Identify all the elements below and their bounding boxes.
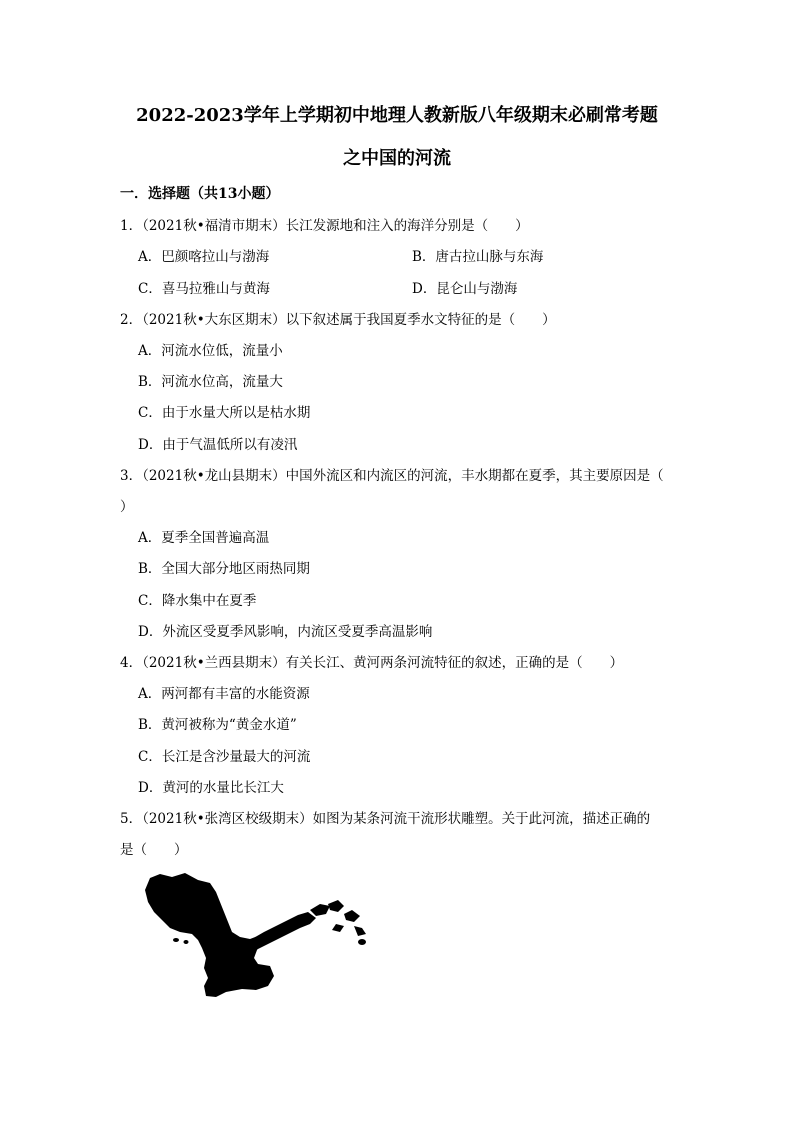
question-1-option-d: D．昆仑山与渤海	[412, 281, 518, 297]
question-1-text: 1．（2021秋•福清市期末）长江发源地和注入的海洋分别是（ ）	[120, 218, 529, 234]
question-2-option-c: C．由于水量大所以是枯水期	[138, 405, 311, 421]
question-3-option-a: A．夏季全国普遍高温	[138, 530, 270, 546]
river-sculpture-figure	[140, 868, 370, 1008]
question-4-text: 4．（2021秋•兰西县期末）有关长江、黄河两条河流特征的叙述，正确的是（ ）	[120, 655, 624, 671]
question-4-option-a: A．两河都有丰富的水能资源	[138, 686, 310, 702]
question-1-option-c: C．喜马拉雅山与黄海	[138, 281, 270, 297]
question-2-option-b: B．河流水位高，流量大	[138, 374, 283, 390]
river-sculpture-silhouette	[145, 873, 366, 997]
question-5-text-line-1: 5．（2021秋•张湾区校级期末）如图为某条河流干流形状雕塑。关于此河流，描述正确的	[120, 811, 651, 827]
question-3-option-d: D．外流区受夏季风影响，内流区受夏季高温影响	[138, 624, 433, 640]
document-title-line-2: 之中国的河流	[343, 148, 451, 169]
question-3-text-line-2: ）	[120, 499, 134, 515]
question-4-option-d: D．黄河的水量比长江大	[138, 780, 284, 796]
question-4-option-c: C．长江是含沙量最大的河流	[138, 749, 311, 765]
section-heading: 一．选择题（共13小题）	[120, 186, 280, 202]
question-2-option-d: D．由于气温低所以有凌汛	[138, 437, 298, 453]
question-3-text-line-1: 3．（2021秋•龙山县期末）中国外流区和内流区的河流，丰水期都在夏季，其主要原因是（	[120, 468, 664, 484]
question-2-text: 2．（2021秋•大东区期末）以下叙述属于我国夏季水文特征的是（ ）	[120, 312, 556, 328]
question-1-option-b: B．唐古拉山脉与东海	[412, 249, 544, 265]
question-4-option-b: B．黄河被称为“黄金水道”	[138, 717, 297, 733]
question-2-option-a: A．河流水位低，流量小	[138, 343, 283, 359]
question-3-option-c: C．降水集中在夏季	[138, 593, 257, 609]
question-1-option-a: A．巴颜喀拉山与渤海	[138, 249, 270, 265]
document-title-line-1: 2022-2023学年上学期初中地理人教新版八年级期末必刷常考题	[136, 105, 658, 126]
question-3-option-b: B．全国大部分地区雨热同期	[138, 561, 310, 577]
question-5-text-line-2: 是（ ）	[120, 842, 188, 858]
